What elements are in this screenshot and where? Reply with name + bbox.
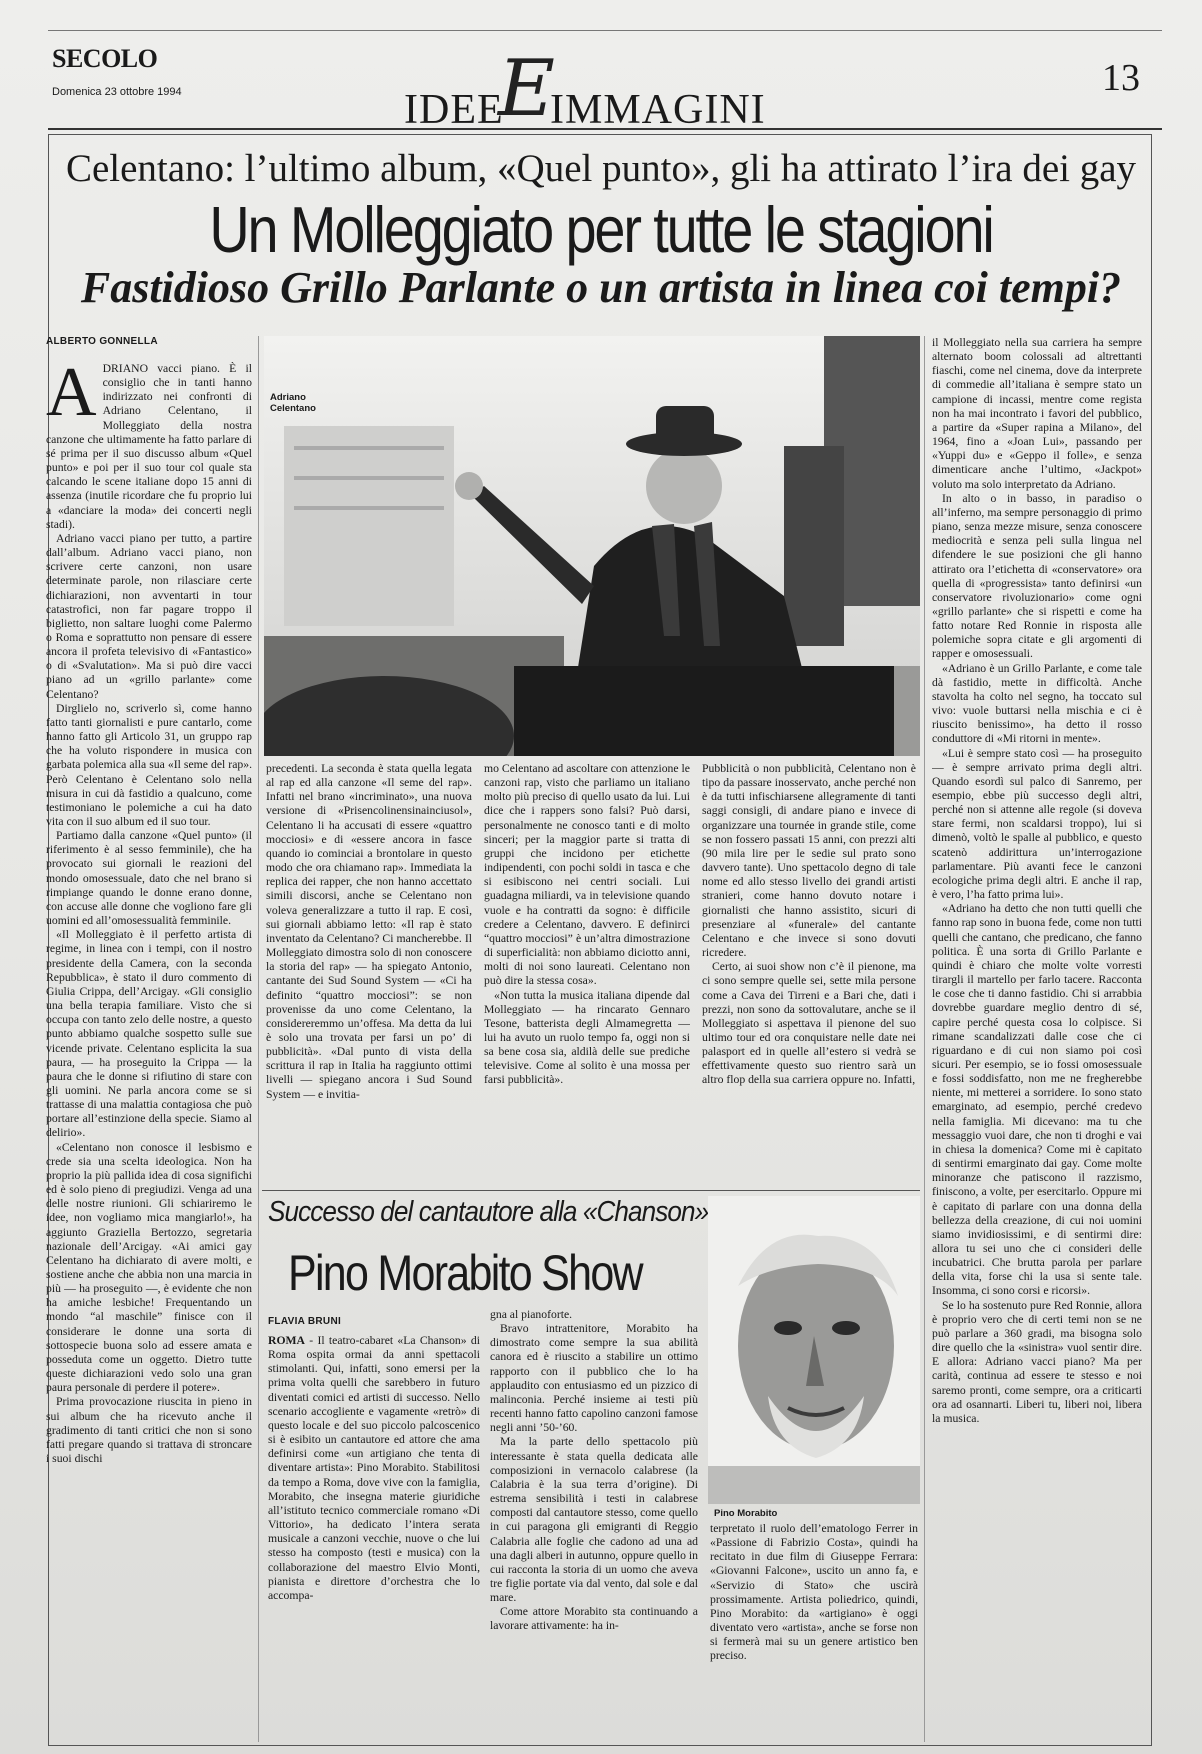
drop-cap: A xyxy=(46,362,97,431)
inset-headline: Pino Morabito Show xyxy=(288,1245,642,1301)
main-col3-para1: mo Celentano ad ascoltare con attenzione le canzoni rap, visto che parliamo un italiano molto più preciso di quello usato da lui. Lui dice che i rappers sono falsi? Può darsi, personalmente ne conosco tanti e di molto sinceri; per la maggior parte si tratta di gruppi che incidono per etichette indipendenti, con pochi soldi in tasca e che si esibiscono nei centri sociali. Lui guadagna miliardi, va in televisione quando vuole e ha contratti da sogno: è difficile credere a Celentano, davvero. E definirci “quattro mocciosi” è un’altra dimostrazione di superficialità: non abbiamo diciotto anni, molti di noi sono laureati. Celentano non può dire la stessa cosa». xyxy=(484,762,690,988)
main-col3-para2: «Non tutta la musica italiana dipende dal Molleggiato — ha rincarato Gennaro Tesone, batterista degli Almamegretta — lui ha avuto un ruolo tempo fa, oggi non si sa bene cosa sia, aldilà delle sue prediche televisive. Come al solito è una mossa per farsi pubblicità». xyxy=(484,988,690,1087)
main-col1-para2: Adriano vacci piano per tutto, a partire dall’album. Adriano vacci piano, non scrivere certe canzoni, non usare determinate parole, non rilasciare certe dichiarazioni, non avventarti in tour catastrofici, non far pagare troppo il biglietto, non saltare luoghi come Palermo o Roma e soprattutto non pensare di essere ancora il profeta televisivo di «Fantastico» o di «Svalutation». Ma si può dire vacci piano ad un «grillo parlante» come Celentano? xyxy=(46,531,252,701)
inset-col3-para1: terpretato il ruolo dell’ematologo Ferrer in «Passione di Fabrizio Costa», quindi ha recitato in due film di Giuseppe Ferrara: «Giovanni Falcone», uscito un anno fa, e «Servizio di Stato» che uscirà prossimamente. Artista poliedrico, quindi, Pino Morabito: da «artigiano» è oggi diventato vero «artista», anche se forse non si fermerà mai su un genere artistico ben preciso. xyxy=(710,1522,918,1663)
page-number: 13 xyxy=(1102,57,1140,99)
main-col5-para5: «Adriano ha detto che non tutti quelli che fanno rap sono in buona fede, come non tutti quelli che cantano, che predicano, che fanno politica. È una sorta di Grillo Parlante e quindi è chiaro che molte volte vorresti tirargli il martello per farlo tacere. Racconta le cose che ti danno fastidio. Chi si arrabbia dovrebbe guardare meglio dentro di sé, capire perché questa cosa lo colpisce. Si rimane scandalizzati dalle cose che ci riguardano e di cui non siamo poi così sicuri. Per esempio, se io fossi omosessuale e fossi soddisfatto, non me ne fregherebbe niente, mi metterei a sorridere. Io sono stato emarginato, ad esempio, perché credevo nella famiglia. Mi dicevano: ma tu che messaggio vuoi dare, che non ti droghi e vai in chiesa la domenica? Come mi è capitato di sentirmi emarginato dai gay. Come molte minoranze che patiscono il razzismo, finiscono, a volte, per esercitarlo. Oppure mi è capitato di parlare con una donna della bellezza della creazione, di cui noi uomini siamo invidiosissimi, e di sentirmi dire: allora tu sei uno che ci consideri delle incubatrici. Che brutta parola per parlare della vita, forse chi la usa si sente tale. Insomma, ci sono corsi e ricorsi». xyxy=(932,902,1142,1298)
inset-kicker: Successo del cantautore alla «Chanson» xyxy=(268,1196,709,1228)
main-col1-para3: Dirglielo no, scriverlo sì, come hanno fatto tanti giornalisti e pure cantarlo, come hanno fatto gli Articolo 31, un gruppo rap che ha voluto rispondere in musica con garbata polemica alla sua «Il seme del rap». Però Celentano è Celentano solo nella misura in cui dà fastidio a qualcuno, come testimoniano le polemiche a cui ha dato vita con il suo album ed il suo tour. xyxy=(46,701,252,828)
main-col5-para2: In alto o in basso, in paradiso o all’inferno, ma sempre personaggio di primo piano, senza mezze misure, senza conoscere mediocrità e senza peli sulla lingua nel difendere le sue posizioni che gli hanno attirato ora l’etichetta di «conservatore» ora quella di «progressista» tanto definirsi «un conservatore rivoluzionario» come ogni «grillo parlante» che si rispetti e come ha fatto notare Red Ronnie in risposta alle polemiche sopra citate e gli argomenti di rapper e omosessuali. xyxy=(932,491,1142,661)
article-kicker: Celentano: l’ultimo album, «Quel punto», gli ha attirato l’ira dei gay xyxy=(65,147,1137,190)
masthead-top-rule xyxy=(48,30,1162,31)
column-divider xyxy=(924,336,925,1742)
main-col5-para6: Se lo ha sostenuto pure Red Ronnie, allora è proprio vero che di certi temi non se ne può parlare a 360 gradi, ma bisogna solo dire quello che la «sinistra» vuol sentir dire. E allora: Adriano vacci piano? Ma per carità, continua ad essere te stesso e noi saremo pronti, come sempre, ora a criticarti ora ad osannarti. Liberi tu, liberi noi, libera la musica. xyxy=(932,1298,1142,1425)
main-col1-para5: «Il Molleggiato è il perfetto artista di regime, in linea con i tempi, con il nostro presidente della Camera, con la seconda Repubblica», è stato il duro commento di Giulia Crippa, dell’Arcigay. «Gli consiglio una bella terapia familiare. Visto che si occupa con tanto zelo delle nostre, a questo punto abbiamo qualche sospetto sulle sue vicende private. Celentano esplicita la sua paura, — ha proseguito la Crippa — la paura che le donne si rifiutino di stare con gli uomini. Ne parla ancora come se si trattasse di una malattia contagiosa che può portare all’estinzione della specie. Siamo al delirio». xyxy=(46,928,252,1140)
main-column-2 xyxy=(266,762,472,1184)
newspaper-name: SECOLO xyxy=(52,44,158,73)
inset-col2-para2: Bravo intrattenitore, Morabito ha dimostrato come sempre la sua abilità canora ed è riuscito a stabilire un ottimo rapporto con il pubblico che lo ha applaudito con entusiasmo ed un pizzico di malinconia. Perché insieme ai testi più recenti hanno fatto capolino canzoni famose negli anni ’50-’60. xyxy=(490,1322,698,1435)
main-column-5 xyxy=(932,336,1142,1742)
inset-column-2 xyxy=(490,1308,698,1740)
main-col4-para2: Certo, ai suoi show non c’è il pienone, ma ci sono sempre quelle sei, sette mila persone come a Cava dei Tirreni e a Bari che, dati i prezzi, non sono da sottovalutare, anche se il Molleggiato si aspettava il pienone del suo ultimo tour ed ora conquistare nelle date nei palasport ed in quelle all’estero si vedrà se effettivamente questo suo rientro sarà un altro flop della sua carriera oppure no. Infatti, xyxy=(702,960,916,1087)
main-col2-para1: precedenti. La seconda è stata quella legata al rap ed alla canzone «Il seme del rap». Infatti nel brano «incriminato», una nuova versione di «Prisencolinensinainciusol», Celentano li ha accusati di essere «quattro mocciosi» e di «essere ancora in fasce quando io cominciai a brontolare in questo modo che ora chiamano rap». Immediata la replica dei rapper, che non hanno accettato simili discorsi, anche se Celentano non voleva generalizzare a tutto il rap. E così, sui giornali abbiamo letto: «Il rap è stato inventato da Celentano? Ci mancherebbe. Il Molleggiato dimostra solo di non conoscere la storia del rap» — ha spiegato Antonio, cantante dei Sud Sound System — «Ci ha definito “quattro mocciosi”: se non provenisse da uno come Celentano, la considereremmo un’offesa. Ma detta da lui è solo una trovata per farsi un po’ di pubblicità». «Dal punto di vista della scrittura il rap in Italia ha raggiunto ottimi livelli — spiegano ancora i Sud Sound System — e invitia- xyxy=(266,762,472,1101)
inset-column-3 xyxy=(710,1522,918,1740)
celentano-photo xyxy=(264,336,920,756)
section-title xyxy=(380,44,840,134)
inset-dateline: ROMA xyxy=(268,1334,306,1347)
morabito-photo xyxy=(708,1196,920,1504)
main-col5-para3: «Adriano è un Grillo Parlante, e come tale dà fastidio, mette in difficoltà. Anche stavolta ha colto nel segno, ha toccato sul vivo: vuole buttarsi nella mischia e ci è riuscito benissimo», ha detto il rosso conduttore di «Mi ritorni in mente». xyxy=(932,661,1142,746)
masthead-bottom-rule xyxy=(48,128,1162,130)
main-col5-para4: «Lui è sempre stato così — ha proseguito — è sempre arrivato prima degli altri. Quando esordì sul palco di Sanremo, per esempio, ebbe più successo degli altri, perché non si attenne alle regole (si doveva stare fermi, non scaldarsi troppo), lui si dimenò, voltò le spalle al pubblico, e questo scatenò addirittura un’interrogazione parlamentare. Più avanti fece le canzoni ecologiche prima degli altri. E anche il rap, è vero, l’ha fatto prima lui». xyxy=(932,746,1142,902)
main-photo-caption: Adriano Celentano xyxy=(270,392,316,414)
section-title-right: IMMAGINI xyxy=(550,87,766,133)
section-title-left: IDEE xyxy=(404,87,504,133)
article-byline: ALBERTO GONNELLA xyxy=(46,336,158,347)
column-divider xyxy=(258,336,259,1742)
inset-byline: FLAVIA BRUNI xyxy=(268,1316,342,1327)
main-col1-para4: Partiamo dalla canzone «Quel punto» (il riferimento è al sesso femminile), che ha provocato sui giornali le reazioni del mondo omosessuale, dato che nel brano si rimpiange quando le donne erano donne, con accuse alle donne che vogliono fare gli uomini ed all’omosessualità femminile. xyxy=(46,829,252,928)
article-headline: Un Molleggiato per tutte le stagioni xyxy=(209,193,993,266)
inset-col2-para4: Come attore Morabito sta continuando a lavorare attivamente: ha in- xyxy=(490,1605,698,1633)
inset-photo-caption: Pino Morabito xyxy=(714,1508,778,1519)
main-column-3 xyxy=(484,762,690,1184)
main-col1-para1: DRIANO vacci piano. È il consiglio che in tanti hanno indirizzato nei confronti di Adriano Celentano, il Molleggiato della nostra canzone che ultimamente ha fatto parlare di sé prima per il suo discusso album «Quel punto» e poi per il suo tour col quale sta calcando le scene italiane dopo 15 anni di assenza (inutile ricordare che fu proprio lui a «danciare la moda» dei concerti negli stadi). xyxy=(46,362,252,531)
inset-top-rule xyxy=(262,1190,920,1191)
main-col1-para6: «Celentano non conosce il lesbismo e crede sia una scelta ideologica. Non ha proprio la più pallida idea di cosa significhi ed è solo pieno di pregiudizi. Venga ad una delle nostre riunioni. Gli schiariremo le idee, non vogliamo mica mangiarlo!», ha aggiunto Graziella Bertozzo, segretaria nazionale dell’Arcigay. «Ai amici gay Celentano ha dichiarato di avere molti, e sostiene anche che abbia non una marcia in più — ha proseguito —, è evidente che non ha amiche lesbiche! Frequentando un mondo “al maschile” finisce con il considerare le donne una sorta di sottospecie buona solo ad essere amata e posseduta come un oggetto. Dietro tutte queste dichiarazioni vedo solo una gran paura personale di perdere il potere». xyxy=(46,1140,252,1395)
inset-col2-para1: gna al pianoforte. xyxy=(490,1308,573,1321)
inset-column-1: ROMA - Il teatro-cabaret «La Chanson» di Roma ospita ormai da anni spettacoli stimolanti. Qui, infatti, sono emersi per la prima volta quelli che sarebbero in futuro diventati comici ed artisti di successo. Nello scenario accogliente e vagamente «retrò» di questo locale e del suo piccolo palcoscenico si è esibito un cantautore ed attore che ama definirsi come «un artigiano che tenta di diventare artista»: Pino Morabito. Stabilitosi da tempo a Roma, dove vive con la famiglia, Morabito, che insegna materie giuridiche all’istituto tecnico commerciale romano «Di Vittorio», ha dedicato l’intera serata musicale a canzoni vecchie, nuove o che lui stesso ha composto (testi e musica) con la collaborazione del maestro Elvio Monti, pianista e direttore d’orchestra che lo accompa- xyxy=(268,1334,480,1602)
inset-col1-para1: Il teatro-cabaret «La Chanson» di Roma ospita ormai da anni spettacoli stimolanti. Qui, infatti, sono emersi per la prima volta quelli che sarebbero in futuro diventati comici ed artisti di successo. Nello scenario accogliente e vagamente «retrò» di questo locale e del suo piccolo palcoscenico si è esibito un cantautore ed attore che ama definirsi come «un artigiano che tenta di diventare artista»: Pino Morabito. Stabilitosi da tempo a Roma, dove vive con la famiglia, Morabito, che insegna materie giuridiche all’istituto tecnico commerciale romano «Di Vittorio», ha dedicato l’intera serata musicale a canzoni vecchie, nuove o che lui stesso ha composto (testi e musica) con la collaborazione del maestro Elvio Monti, pianista e direttore d’orchestra che lo accompa- xyxy=(268,1334,480,1602)
main-column-1 xyxy=(46,362,252,1742)
article-subhead: Fastidioso Grillo Parlante o un artista in linea coi tempi? xyxy=(80,263,1122,312)
inset-col2-para3: Ma la parte dello spettacolo più interessante è stata quella dedicata alle composizioni in vernacolo calabrese (la Calabria è la sua terra d’origine). Di estrema sensibilità i testi in calabrese composti dal cantautore stesso, come quello in cui paragona gli emigranti di Reggio Calabria alle foglie che cadono ad una ad una dagli alberi in autunno, oppure quello in cui racconta la storia di un uomo che aveva tre figlie portate via dal vento, dal sole e dal mare. xyxy=(490,1435,698,1605)
main-col1-para7: Prima provocazione riuscita in pieno in sui album che ha ricevuto anche il gradimento di tanti critici che non si sono fatti pregare quando si trattava di stroncare i suoi dischi xyxy=(46,1395,252,1466)
main-col5-para1: il Molleggiato nella sua carriera ha sempre alternato boom colossali ad altrettanti fiaschi, come nel cinema, dove da interprete di commedie all’italiana è sempre stato un campione di incassi, mentre come regista non ha mai incontrato i favori del pubblico, a partire da «Super rapina a Milano», del 1964, fino a «Joan Lui», passando per «Yuppi du» e «Geppo il folle», e senza dimenticare anche l’ultimo, «Jackpot» voluto ma solo interpretato da Adriano. xyxy=(932,336,1142,491)
main-column-4 xyxy=(702,762,916,1184)
issue-date: Domenica 23 ottobre 1994 xyxy=(52,86,182,98)
section-title-initial: E xyxy=(498,44,555,134)
main-col4-para1: Pubblicità o non pubblicità, Celentano non è tipo da passare inosservato, anche perché non è da tutti infischiarsene allegramente di tanti saggi consigli, di andare piano e invece di organizzare una tournée in grande stile, come se non fossero passati 15 anni, con prezzi alti (90 mila lire per le sedie sul prato sono davvero tante). Uno spettacolo degno di tale nome ed allo stesso livello dei grandi artisti stranieri, come hanno dovuto notare i giornalisti che hanno assistito, sicuri di presenziare al «funerale» del cantante Celentano e che invece si sono dovuti ricredere. xyxy=(702,762,916,960)
